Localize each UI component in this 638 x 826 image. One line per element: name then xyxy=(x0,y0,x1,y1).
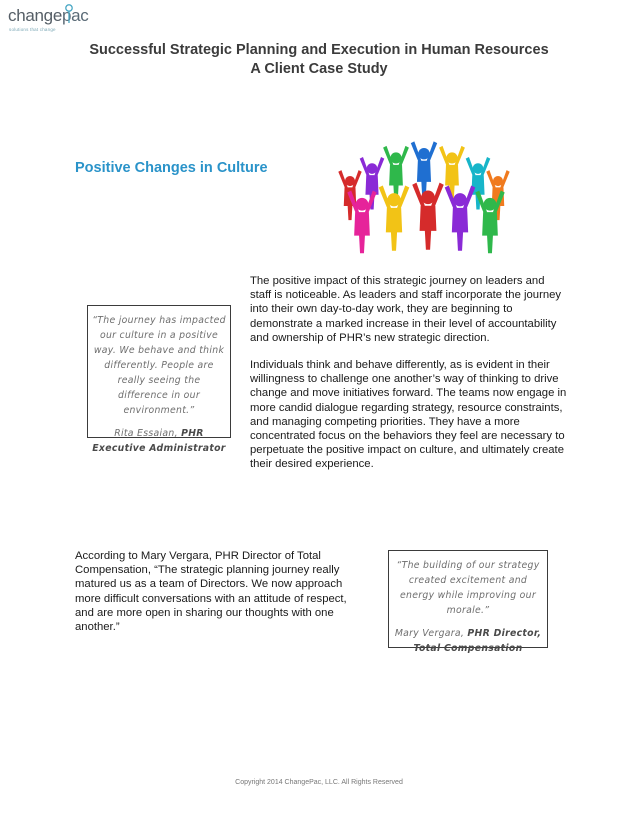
section-heading: Positive Changes in Culture xyxy=(75,160,268,176)
person-figure xyxy=(475,191,504,254)
logo-brand-text: change xyxy=(8,6,62,25)
person-figure xyxy=(412,183,444,250)
body-paragraph-1 xyxy=(250,274,568,345)
company-logo xyxy=(8,6,98,38)
person-figure xyxy=(347,191,376,254)
body-paragraph-3-text: According to Mary Vergara, PHR Director of Total Compensation, “The strategic planning journey really matured us as a team of Directors. We now approach more difficult conversations with an attitude of respect, and are more open in sharing our thoughts with one another.” xyxy=(75,550,347,634)
quote-1-text: “The journey has impacted our culture in a positive way. We behave and think differently. People are really seeing the difference in our environment.” xyxy=(92,315,226,416)
quote-1-name: Rita Essaian, xyxy=(114,428,182,439)
body-paragraph-3 xyxy=(75,549,365,634)
logo-brand-suffix: pac xyxy=(61,6,89,25)
document-title xyxy=(0,41,638,79)
quote-1-role: PHR Executive Administrator xyxy=(92,428,226,454)
logo-wordmark xyxy=(8,6,89,26)
title-line-1: Successful Strategic Planning and Execution in Human Resources xyxy=(89,42,549,58)
quote-2-attribution xyxy=(389,626,547,656)
people-circle-celebration-icon xyxy=(332,140,516,258)
title-line-2: A Client Case Study xyxy=(250,61,388,77)
body-paragraph-2 xyxy=(250,358,568,472)
quote-2-text: “The building of our strategy created excitement and energy while improving our morale.” xyxy=(396,560,540,616)
quote-1-attribution xyxy=(88,426,230,456)
quote-box-1 xyxy=(87,305,231,454)
logo-figure-icon xyxy=(62,3,76,25)
person-figure xyxy=(439,146,465,201)
person-figure xyxy=(379,185,410,250)
person-figure xyxy=(445,185,476,250)
footer-copyright: Copyright 2014 ChangePac, LLC. All Rights Reserved xyxy=(235,779,403,786)
body-paragraph-2-text: Individuals think and behave differently, as is evident in their willingness to challenge one another’s way of thinking to drive change and move initiatives forward. The teams now engage in more candid dialogue regarding strategy, resource constraints, and managing competing priorities. They have a more concentrated focus on the behaviors they feel are necessary to perpetuate the positive impact on culture, and ultimately create their desired experience. xyxy=(250,359,567,471)
quote-box-2 xyxy=(388,550,548,654)
logo-tagline: solutions that change xyxy=(9,27,56,32)
quote-2-name: Mary Vergara, xyxy=(394,628,468,639)
body-paragraph-1-text: The positive impact of this strategic journey on leaders and staff is noticeable. As leaders and staff incorporate the journey into their own day-to-day work, they are beginning to demonstrate a marked increase in their level of accountability and ownership of PHR’s new strategic direction. xyxy=(250,275,562,344)
quote-2-role: PHR Director, Total Compensation xyxy=(413,628,542,654)
